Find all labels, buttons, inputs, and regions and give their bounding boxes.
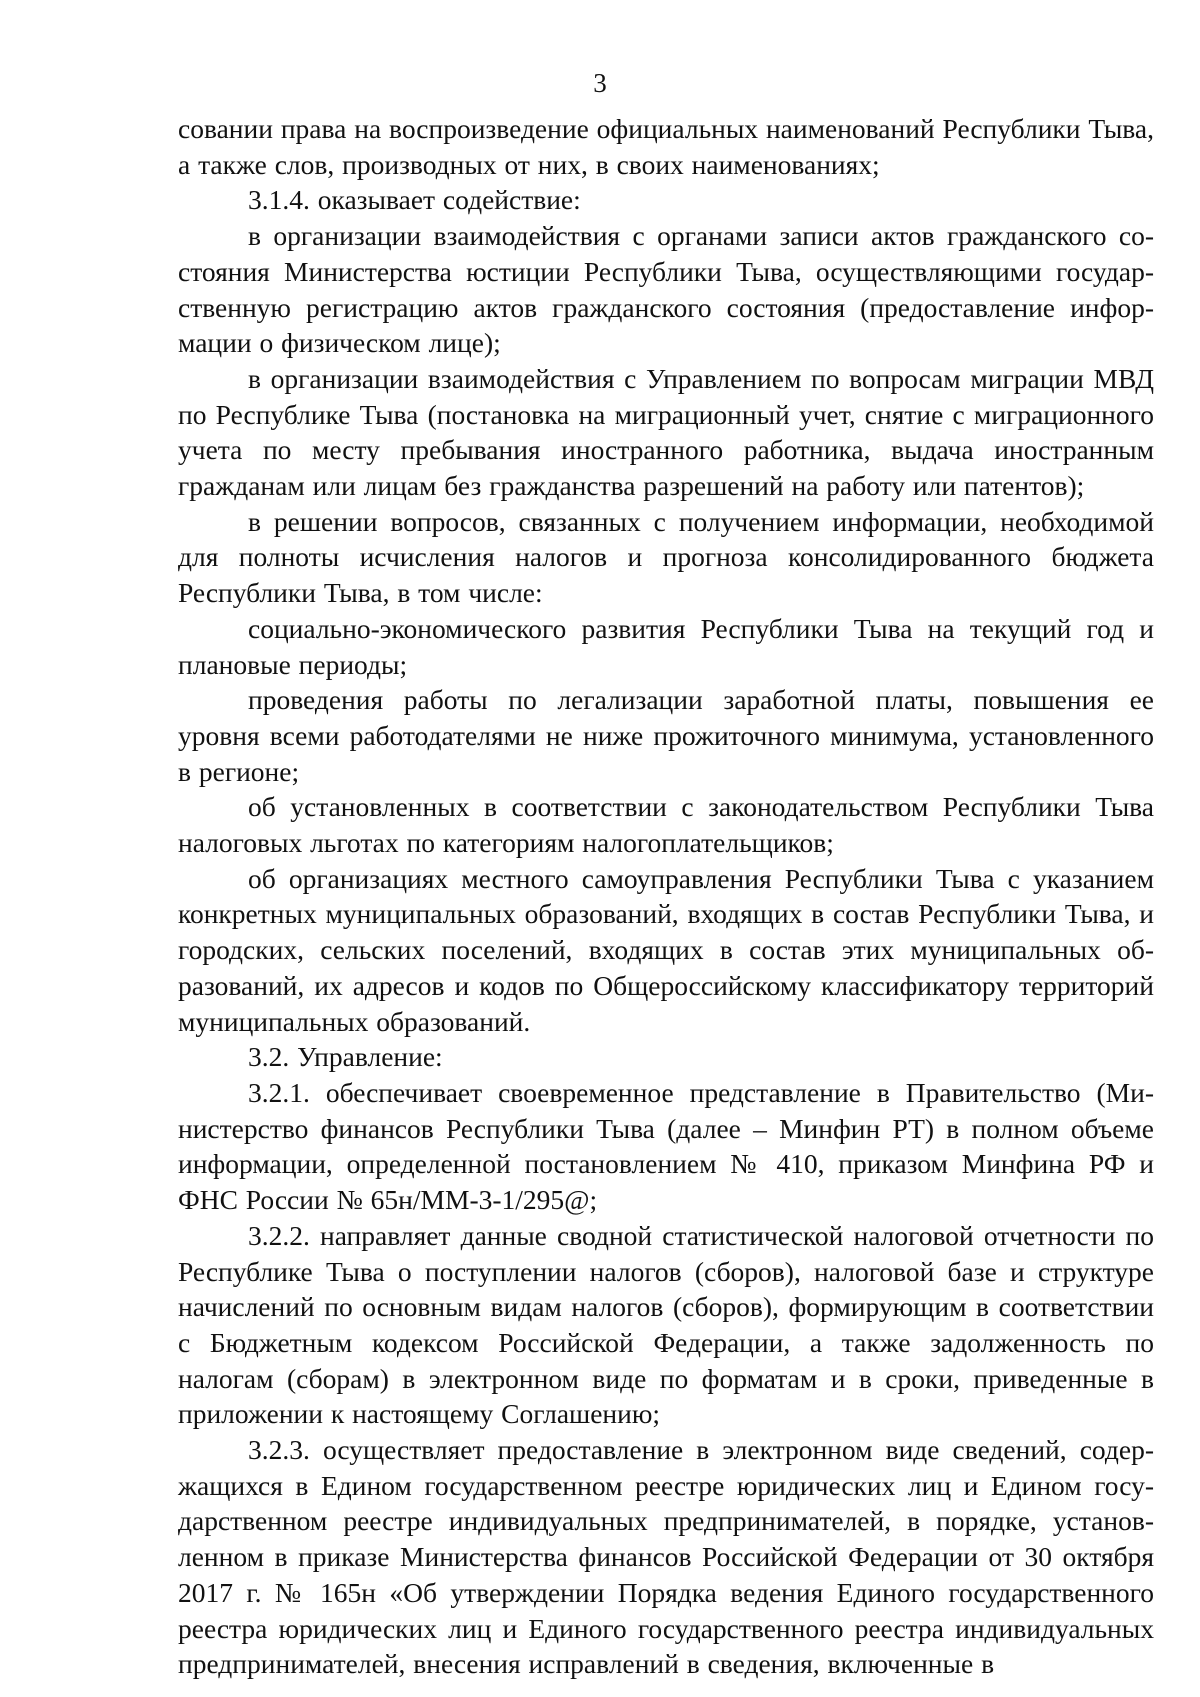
paragraph-clause-3-2-3: 3.2.3. осуществляет предоставление в электронном виде сведений, содержащихся в Едином государственном реестре юридических лиц и Едином государственном реестре индивидуальных предпринимателей, в порядке, установленном в приказе Министерства финансов Российской Федерации от 30 октября 2017 г. № 165н «Об утверждении Порядка ведения Единого государственного реестра юридических лиц и Единого государственного реестра индивидуальных предпринимателей, внесения исправлений в сведения, включенные в [178,1434,1154,1680]
paragraph-tax-benefits: об установленных в соответствии с законодательством Республики Тыва налоговых льготах по категориям налогоплательщиков; [178,791,1154,859]
document-body [178,111,1154,1682]
paragraph-clause-3-2-1: 3.2.1. обеспечивает своевременное представление в Правительство (Министерство финансов Республики Тыва (далее – Минфин РТ) в полном объеме информации, определенной постановлением № 410, приказом Минфина РФ и ФНС России № 65н/ММ-3-1/295@; [178,1076,1154,1216]
paragraph-clause-3-1-4: 3.1.4. оказывает содействие: [248,184,581,216]
page-number: 3 [593,68,607,98]
paragraph-civil-registry: в организации взаимодействия с органами записи актов гражданского состояния Министерства юстиции Республики Тыва, осуществляющими государственную регистрацию актов гражданского состояния (предоставление информации о физическом лице); [178,220,1154,359]
paragraph-socio-economic: социально-экономического развития Республики Тыва на текущий год и плановые периоды; [178,612,1154,680]
paragraph-migration: в организации взаимодействия с Управлением по вопросам миграции МВД по Республике Тыва (постановка на миграционный учет, снятие с миграционного учета по месту пребывания иностранного работника, выдача иностранным гражданам или лицам без гражданства разрешений на работу или патентов); [178,362,1154,502]
paragraph-continuation: совании права на воспроизведение официальных наименований Республики Тыва, а также слов, производных от них, в своих наименованиях; [178,113,1154,180]
paragraph-tax-information: в решении вопросов, связанных с получением информации, необходимой для полноты исчисления налогов и прогноза консолидированного бюджета Республики Тыва, в том числе: [178,505,1154,609]
paragraph-wage-legalization: проведения работы по легализации заработной платы, повышения ее уровня всеми работодателями не ниже прожиточного минимума, установленного в регионе; [178,684,1154,787]
paragraph-municipalities: об организациях местного самоуправления Республики Тыва с указанием конкретных муниципальных образований, входящих в состав Республики Тыва, и городских, сельских поселений, входящих в состав этих муниципальных образований, их адресов и кодов по Общероссийскому классификатору территорий муниципальных образований. [178,862,1154,1037]
paragraph-clause-3-2: 3.2. Управление: [248,1041,443,1073]
paragraph-clause-3-2-2: 3.2.2. направляет данные сводной статистической налоговой отчетности по Республике Тыва о поступлении налогов (сборов), налоговой базе и структуре начислений по основным видам налогов (сборов), формирующим в соответствии с Бюджетным кодексом Российской Федерации, а также задолженность по налогам (сборам) в электронном виде по форматам и в сроки, приведенные в приложении к настоящему Соглашению; [178,1219,1154,1430]
